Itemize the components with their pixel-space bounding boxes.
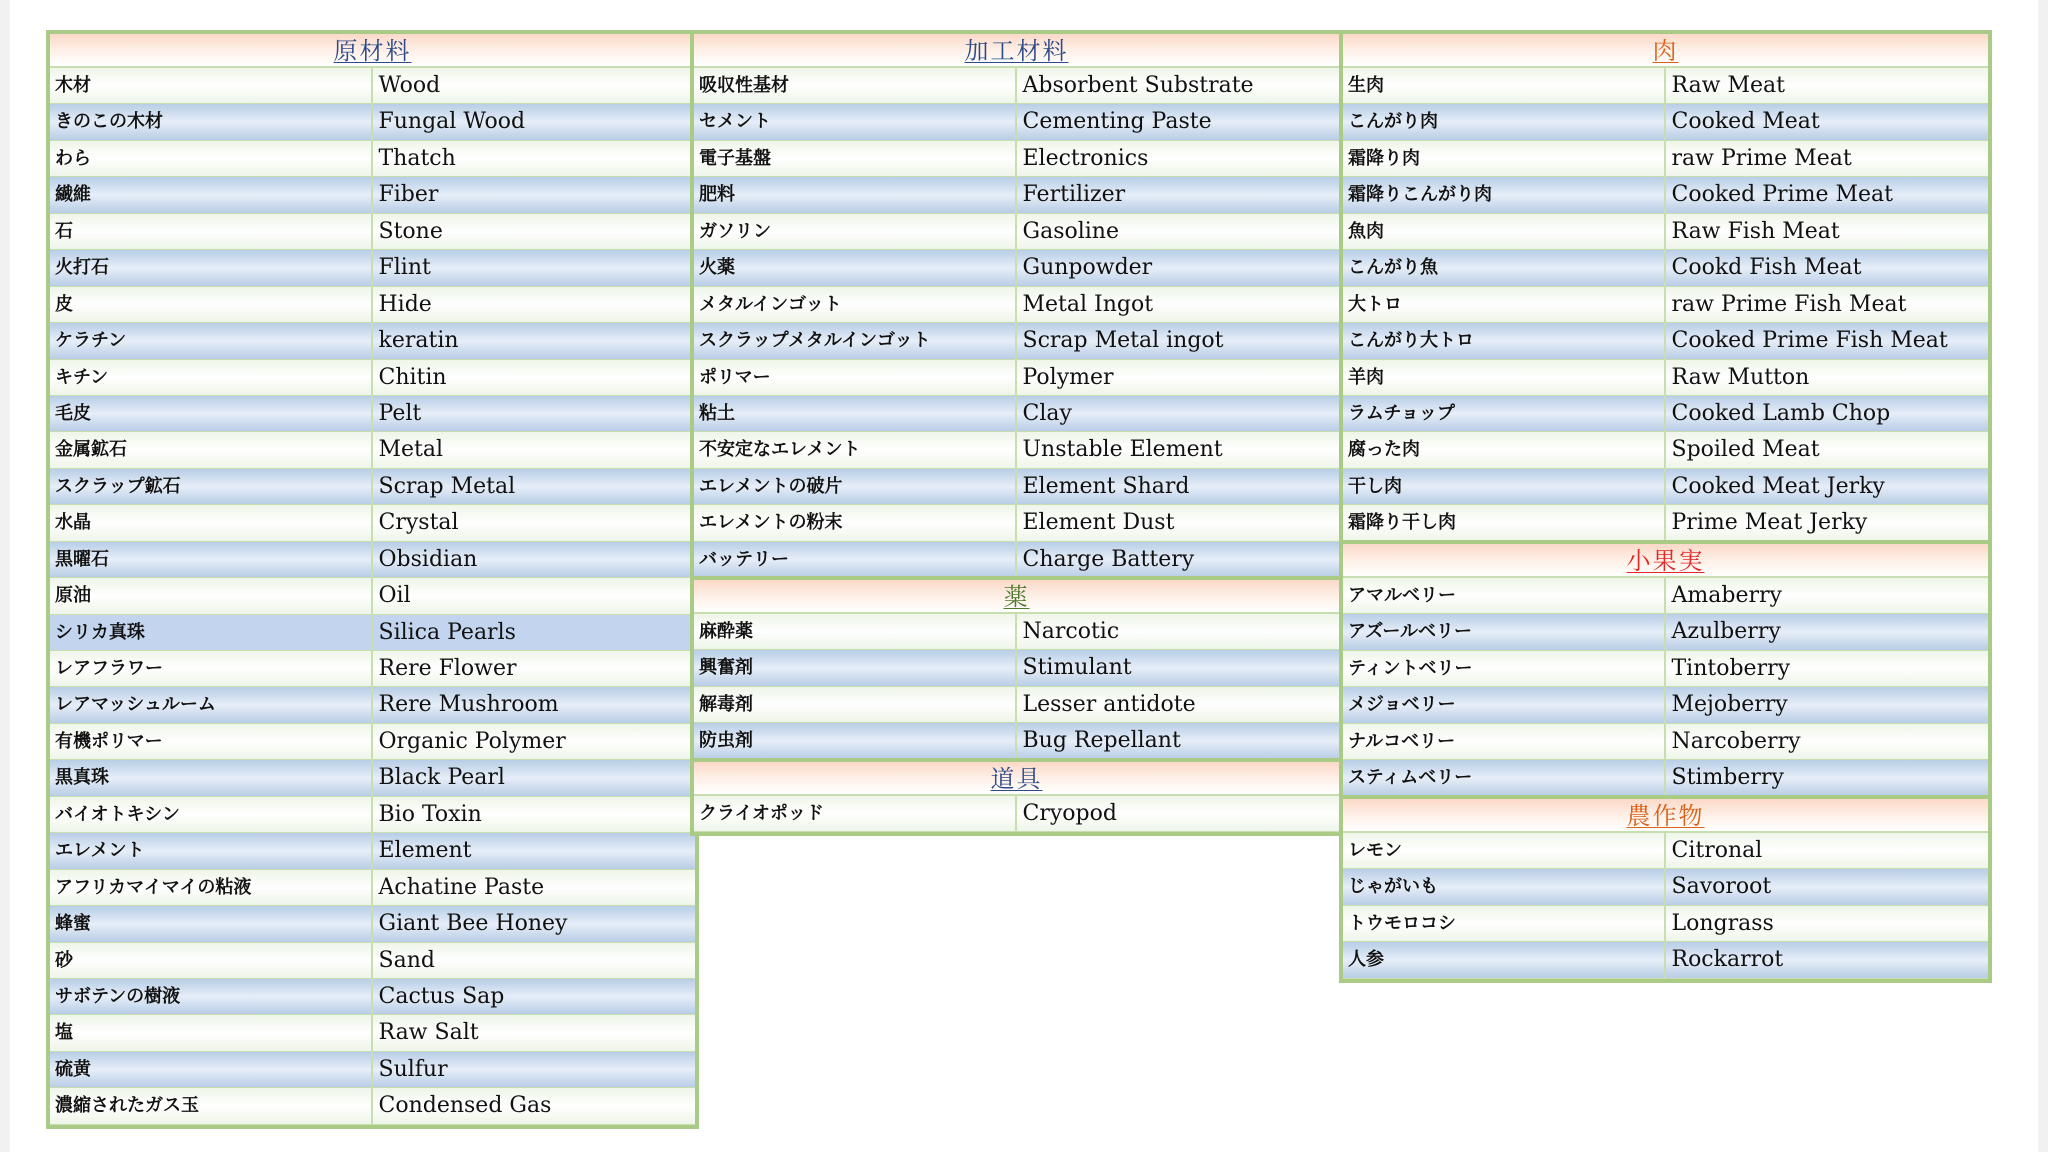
table-row[interactable] xyxy=(50,1088,695,1124)
table-row[interactable] xyxy=(50,797,695,833)
table-processed-materials xyxy=(690,30,1343,582)
cell-english-name[interactable]: Thatch xyxy=(378,145,456,171)
cell-japanese-name[interactable]: アフリカマイマイの粘液 xyxy=(50,870,373,905)
cell-english-name[interactable]: raw Prime Meat xyxy=(1671,145,1852,171)
table-row[interactable] xyxy=(694,469,1339,505)
cell-english-name[interactable]: Cooked Prime Meat xyxy=(1671,182,1893,208)
table-row[interactable] xyxy=(1343,833,1988,869)
cell-english-name[interactable]: Cooked Meat Jerky xyxy=(1671,473,1885,499)
cell-japanese-name[interactable]: 吸収性基材 xyxy=(694,68,1017,103)
cell-english-name[interactable]: Cryopod xyxy=(1022,801,1117,826)
cell-japanese-name[interactable]: 肥料 xyxy=(694,177,1017,212)
cell-english-name[interactable]: Condensed Gas xyxy=(378,1093,552,1119)
table-row[interactable] xyxy=(50,1052,695,1088)
cell-japanese-name[interactable]: 腐った肉 xyxy=(1343,432,1666,467)
table-row[interactable] xyxy=(50,505,695,541)
cell-japanese-name[interactable]: スティムベリー xyxy=(1343,760,1666,795)
table-row[interactable] xyxy=(50,360,695,396)
table-row[interactable] xyxy=(1343,68,1988,104)
cell-japanese-name[interactable]: ナルコベリー xyxy=(1343,724,1666,759)
cell-japanese-name[interactable]: レアマッシュルーム xyxy=(50,687,373,722)
cell-japanese-name[interactable]: こんがり肉 xyxy=(1343,104,1666,139)
cell-english-name[interactable]: Rockarrot xyxy=(1671,947,1784,973)
cell-japanese-name[interactable]: スクラップメタルインゴット xyxy=(694,323,1017,358)
table-row[interactable] xyxy=(1343,724,1988,760)
cell-english-name[interactable]: Cooked Prime Fish Meat xyxy=(1671,328,1948,354)
cell-english-name[interactable]: Hide xyxy=(378,291,432,317)
cell-english-name[interactable]: Rere Flower xyxy=(378,656,517,681)
cell-japanese-name[interactable]: わら xyxy=(50,141,373,176)
table-row[interactable] xyxy=(1343,141,1988,177)
cell-japanese-name[interactable]: 干し肉 xyxy=(1343,469,1666,504)
cell-english-name[interactable]: Cookd Fish Meat xyxy=(1671,255,1862,281)
cell-japanese-name[interactable]: きのこの木材 xyxy=(50,104,373,139)
table-row[interactable] xyxy=(50,760,695,796)
cell-english-name[interactable]: Rere Mushroom xyxy=(378,692,559,718)
table-row[interactable] xyxy=(1343,687,1988,723)
table-row[interactable] xyxy=(50,833,695,869)
cell-english-name[interactable]: Scrap Metal ingot xyxy=(1022,328,1224,354)
cell-english-name[interactable]: Stimulant xyxy=(1022,655,1132,681)
cell-japanese-name[interactable]: メタルインゴット xyxy=(694,287,1017,322)
table-row[interactable] xyxy=(50,651,695,687)
table-row[interactable] xyxy=(694,323,1339,359)
cell-japanese-name[interactable]: バイオトキシン xyxy=(50,797,373,832)
cell-japanese-name[interactable]: 有機ポリマー xyxy=(50,724,373,759)
cell-english-name[interactable]: Raw Fish Meat xyxy=(1671,218,1840,244)
cell-japanese-name[interactable]: 砂 xyxy=(50,943,373,978)
table-row[interactable] xyxy=(50,177,695,213)
cell-english-name[interactable]: Mejoberry xyxy=(1671,692,1788,718)
cell-japanese-name[interactable]: セメント xyxy=(694,104,1017,139)
cell-japanese-name[interactable]: 黒真珠 xyxy=(50,760,373,795)
table-row[interactable] xyxy=(50,396,695,432)
table-row[interactable] xyxy=(50,979,695,1015)
cell-english-name[interactable]: Polymer xyxy=(1022,364,1114,390)
cell-japanese-name[interactable]: レアフラワー xyxy=(50,651,373,686)
table-row[interactable] xyxy=(50,615,695,651)
cell-japanese-name[interactable]: レモン xyxy=(1343,833,1666,868)
cell-japanese-name[interactable]: 不安定なエレメント xyxy=(694,432,1017,467)
cell-english-name[interactable]: Savoroot xyxy=(1671,874,1772,900)
table-row[interactable] xyxy=(50,724,695,760)
cell-japanese-name[interactable]: ケラチン xyxy=(50,323,373,358)
cell-english-name[interactable]: Stimberry xyxy=(1671,765,1784,791)
table-row[interactable] xyxy=(1343,906,1988,942)
table-row[interactable] xyxy=(1343,323,1988,359)
table-row[interactable] xyxy=(694,141,1339,177)
table-row[interactable] xyxy=(694,396,1339,432)
spreadsheet-page xyxy=(10,0,2038,1152)
cell-japanese-name[interactable]: 興奮剤 xyxy=(694,650,1017,685)
cell-japanese-name[interactable]: 電子基盤 xyxy=(694,141,1017,176)
cell-english-name[interactable]: Metal Ingot xyxy=(1022,291,1154,317)
cell-english-name[interactable]: Charge Battery xyxy=(1022,546,1195,572)
cell-english-name[interactable]: Unstable Element xyxy=(1022,437,1223,463)
cell-english-name[interactable]: Gunpowder xyxy=(1022,255,1153,281)
cell-english-name[interactable]: Absorbent Substrate xyxy=(1022,73,1254,98)
table-row[interactable] xyxy=(1343,942,1988,978)
cell-english-name[interactable]: Fungal Wood xyxy=(378,109,526,135)
cell-japanese-name[interactable]: 硫黄 xyxy=(50,1052,373,1087)
table-row[interactable] xyxy=(1343,250,1988,286)
table-row[interactable] xyxy=(694,250,1339,286)
table-row[interactable] xyxy=(1343,578,1988,614)
table-row[interactable] xyxy=(1343,360,1988,396)
cell-english-name[interactable]: Cooked Meat xyxy=(1671,109,1820,135)
cell-japanese-name[interactable]: じゃがいも xyxy=(1343,869,1666,904)
cell-japanese-name[interactable]: 火打石 xyxy=(50,250,373,285)
table-row[interactable] xyxy=(50,687,695,723)
cell-english-name[interactable]: Electronics xyxy=(1022,145,1149,171)
cell-english-name[interactable]: Narcoberry xyxy=(1671,728,1801,754)
cell-english-name[interactable]: Narcotic xyxy=(1022,619,1120,644)
table-row[interactable] xyxy=(50,1015,695,1051)
table-row[interactable] xyxy=(694,360,1339,396)
table-row[interactable] xyxy=(1343,432,1988,468)
cell-japanese-name[interactable]: 霜降りこんがり肉 xyxy=(1343,177,1666,212)
cell-japanese-name[interactable]: エレメント xyxy=(50,833,373,868)
cell-english-name[interactable]: Prime Meat Jerky xyxy=(1671,510,1868,536)
table-row[interactable] xyxy=(694,614,1339,650)
cell-english-name[interactable]: Element Shard xyxy=(1022,473,1190,499)
table-row[interactable] xyxy=(50,323,695,359)
cell-english-name[interactable]: Cooked Lamb Chop xyxy=(1671,400,1891,426)
table-row[interactable] xyxy=(694,287,1339,323)
cell-english-name[interactable]: Longrass xyxy=(1671,910,1774,936)
table-row[interactable] xyxy=(1343,396,1988,432)
table-row[interactable] xyxy=(694,650,1339,686)
cell-english-name[interactable]: Azulberry xyxy=(1671,619,1781,645)
cell-english-name[interactable]: Obsidian xyxy=(378,546,478,572)
cell-english-name[interactable]: Gasoline xyxy=(1022,218,1119,244)
table-row[interactable] xyxy=(694,687,1339,723)
cell-japanese-name[interactable]: 毛皮 xyxy=(50,396,373,431)
cell-japanese-name[interactable]: アマルベリー xyxy=(1343,578,1666,613)
cell-english-name[interactable]: Raw Salt xyxy=(378,1020,479,1046)
cell-english-name[interactable]: Fiber xyxy=(378,182,439,208)
cell-japanese-name[interactable]: 塩 xyxy=(50,1015,373,1050)
cell-english-name[interactable]: Cementing Paste xyxy=(1022,109,1212,135)
cell-japanese-name[interactable]: 繊維 xyxy=(50,177,373,212)
table-row[interactable] xyxy=(50,432,695,468)
table-medicine xyxy=(690,576,1343,764)
table-row[interactable] xyxy=(1343,760,1988,796)
table-row[interactable] xyxy=(694,104,1339,140)
cell-japanese-name[interactable]: ティントベリー xyxy=(1343,651,1666,686)
cell-english-name[interactable]: Clay xyxy=(1022,400,1072,426)
cell-japanese-name[interactable]: 石 xyxy=(50,214,373,249)
table-raw-materials xyxy=(46,30,699,1129)
table-row[interactable] xyxy=(50,870,695,906)
cell-english-name[interactable]: keratin xyxy=(378,328,459,354)
table-row[interactable] xyxy=(50,287,695,323)
cell-japanese-name[interactable]: 金属鉱石 xyxy=(50,432,373,467)
cell-japanese-name[interactable]: メジョベリー xyxy=(1343,687,1666,722)
table-row[interactable] xyxy=(1343,651,1988,687)
table-row[interactable] xyxy=(50,141,695,177)
cell-japanese-name[interactable]: 木材 xyxy=(50,68,373,103)
cell-japanese-name[interactable]: 濃縮されたガス玉 xyxy=(50,1088,373,1123)
table-row[interactable] xyxy=(1343,614,1988,650)
table-row[interactable] xyxy=(694,214,1339,250)
table-header-tools: 道具 xyxy=(694,762,1339,796)
table-tools xyxy=(690,758,1343,836)
cell-english-name[interactable]: Raw Meat xyxy=(1671,73,1786,98)
cell-japanese-name[interactable]: 粘土 xyxy=(694,396,1017,431)
cell-english-name[interactable]: raw Prime Fish Meat xyxy=(1671,291,1907,317)
table-berries xyxy=(1339,540,1992,801)
table-row[interactable] xyxy=(694,177,1339,213)
cell-japanese-name[interactable]: こんがり魚 xyxy=(1343,250,1666,285)
cell-english-name[interactable]: Bio Toxin xyxy=(378,801,482,827)
cell-english-name[interactable]: Silica Pearls xyxy=(378,619,516,645)
cell-english-name[interactable]: Sulfur xyxy=(378,1056,448,1082)
table-header-berries: 小果実 xyxy=(1343,544,1988,578)
table-row[interactable] xyxy=(50,906,695,942)
cell-japanese-name[interactable]: 蜂蜜 xyxy=(50,906,373,941)
cell-english-name[interactable]: Fertilizer xyxy=(1022,182,1126,208)
cell-english-name[interactable]: Organic Polymer xyxy=(378,728,566,754)
cell-japanese-name[interactable]: ポリマー xyxy=(694,360,1017,395)
cell-japanese-name[interactable]: 皮 xyxy=(50,287,373,322)
cell-japanese-name[interactable]: エレメントの粉末 xyxy=(694,505,1017,540)
cell-english-name[interactable]: Raw Mutton xyxy=(1671,364,1810,390)
table-row[interactable] xyxy=(50,542,695,578)
cell-english-name[interactable]: Sand xyxy=(378,947,435,973)
cell-english-name[interactable]: Black Pearl xyxy=(378,765,505,791)
cell-japanese-name[interactable]: 解毒剤 xyxy=(694,687,1017,722)
cell-japanese-name[interactable]: キチン xyxy=(50,360,373,395)
cell-english-name[interactable]: Scrap Metal xyxy=(378,473,516,499)
table-row[interactable] xyxy=(50,943,695,979)
table-row[interactable] xyxy=(50,578,695,614)
table-row[interactable] xyxy=(1343,869,1988,905)
cell-english-name[interactable]: Achatine Paste xyxy=(378,874,545,900)
table-row[interactable] xyxy=(1343,177,1988,213)
cell-japanese-name[interactable]: サボテンの樹液 xyxy=(50,979,373,1014)
table-row[interactable] xyxy=(50,104,695,140)
table-row[interactable] xyxy=(50,250,695,286)
table-row[interactable] xyxy=(1343,214,1988,250)
table-row[interactable] xyxy=(694,432,1339,468)
cell-japanese-name[interactable]: 防虫剤 xyxy=(694,723,1017,758)
table-row[interactable] xyxy=(694,796,1339,832)
table-header-raw: 原材料 xyxy=(50,34,695,68)
table-row[interactable] xyxy=(694,723,1339,759)
cell-japanese-name[interactable]: トウモロコシ xyxy=(1343,906,1666,941)
cell-japanese-name[interactable]: アズールベリー xyxy=(1343,614,1666,649)
table-row[interactable] xyxy=(50,469,695,505)
table-row[interactable] xyxy=(1343,104,1988,140)
cell-japanese-name[interactable]: 霜降り肉 xyxy=(1343,141,1666,176)
table-row[interactable] xyxy=(1343,287,1988,323)
cell-english-name[interactable]: Chitin xyxy=(378,364,447,390)
cell-english-name[interactable]: Giant Bee Honey xyxy=(378,911,568,937)
cell-japanese-name[interactable]: 水晶 xyxy=(50,505,373,540)
cell-english-name[interactable]: Metal xyxy=(378,437,444,463)
cell-japanese-name[interactable]: 原油 xyxy=(50,578,373,613)
table-meat xyxy=(1339,30,1992,546)
cell-japanese-name[interactable]: ガソリン xyxy=(694,214,1017,249)
cell-japanese-name[interactable]: 大トロ xyxy=(1343,287,1666,322)
cell-japanese-name[interactable]: 黒曜石 xyxy=(50,542,373,577)
cell-japanese-name[interactable]: エレメントの破片 xyxy=(694,469,1017,504)
table-row[interactable] xyxy=(1343,505,1988,541)
table-row[interactable] xyxy=(694,505,1339,541)
cell-english-name[interactable]: Cactus Sap xyxy=(378,983,505,1009)
cell-japanese-name[interactable]: 魚肉 xyxy=(1343,214,1666,249)
cell-japanese-name[interactable]: 麻酔薬 xyxy=(694,614,1017,649)
cell-japanese-name[interactable]: 火薬 xyxy=(694,250,1017,285)
cell-english-name[interactable]: Stone xyxy=(378,218,443,244)
cell-english-name[interactable]: Element Dust xyxy=(1022,510,1175,536)
cell-english-name[interactable]: Tintoberry xyxy=(1671,655,1791,681)
table-header-processed: 加工材料 xyxy=(694,34,1339,68)
table-row[interactable] xyxy=(50,68,695,104)
cell-japanese-name[interactable]: 羊肉 xyxy=(1343,360,1666,395)
cell-japanese-name[interactable]: クライオポッド xyxy=(694,796,1017,831)
table-row[interactable] xyxy=(1343,469,1988,505)
cell-english-name[interactable]: Crystal xyxy=(378,510,459,536)
table-crops xyxy=(1339,795,1992,983)
cell-japanese-name[interactable]: 人参 xyxy=(1343,942,1666,977)
cell-english-name[interactable]: Flint xyxy=(378,255,431,281)
table-header-meat: 肉 xyxy=(1343,34,1988,68)
table-row[interactable] xyxy=(50,214,695,250)
cell-japanese-name[interactable]: シリカ真珠 xyxy=(50,615,373,650)
cell-english-name[interactable]: Spoiled Meat xyxy=(1671,437,1820,463)
cell-japanese-name[interactable]: スクラップ鉱石 xyxy=(50,469,373,504)
cell-japanese-name[interactable]: ラムチョップ xyxy=(1343,396,1666,431)
cell-japanese-name[interactable]: 生肉 xyxy=(1343,68,1666,103)
cell-japanese-name[interactable]: こんがり大トロ xyxy=(1343,323,1666,358)
cell-english-name[interactable]: Lesser antidote xyxy=(1022,691,1196,717)
table-row[interactable] xyxy=(694,68,1339,104)
cell-english-name[interactable]: Amaberry xyxy=(1671,583,1782,608)
cell-english-name[interactable]: Element xyxy=(378,838,472,864)
cell-english-name[interactable]: Oil xyxy=(378,583,411,609)
table-header-crops: 農作物 xyxy=(1343,799,1988,833)
cell-english-name[interactable]: Pelt xyxy=(378,400,422,426)
cell-japanese-name[interactable]: 霜降り干し肉 xyxy=(1343,505,1666,540)
table-header-medicine: 薬 xyxy=(694,580,1339,614)
table-row[interactable] xyxy=(694,542,1339,578)
cell-english-name[interactable]: Wood xyxy=(378,73,441,98)
cell-japanese-name[interactable]: バッテリー xyxy=(694,542,1017,577)
cell-english-name[interactable]: Citronal xyxy=(1671,838,1763,863)
cell-english-name[interactable]: Bug Repellant xyxy=(1022,728,1181,754)
